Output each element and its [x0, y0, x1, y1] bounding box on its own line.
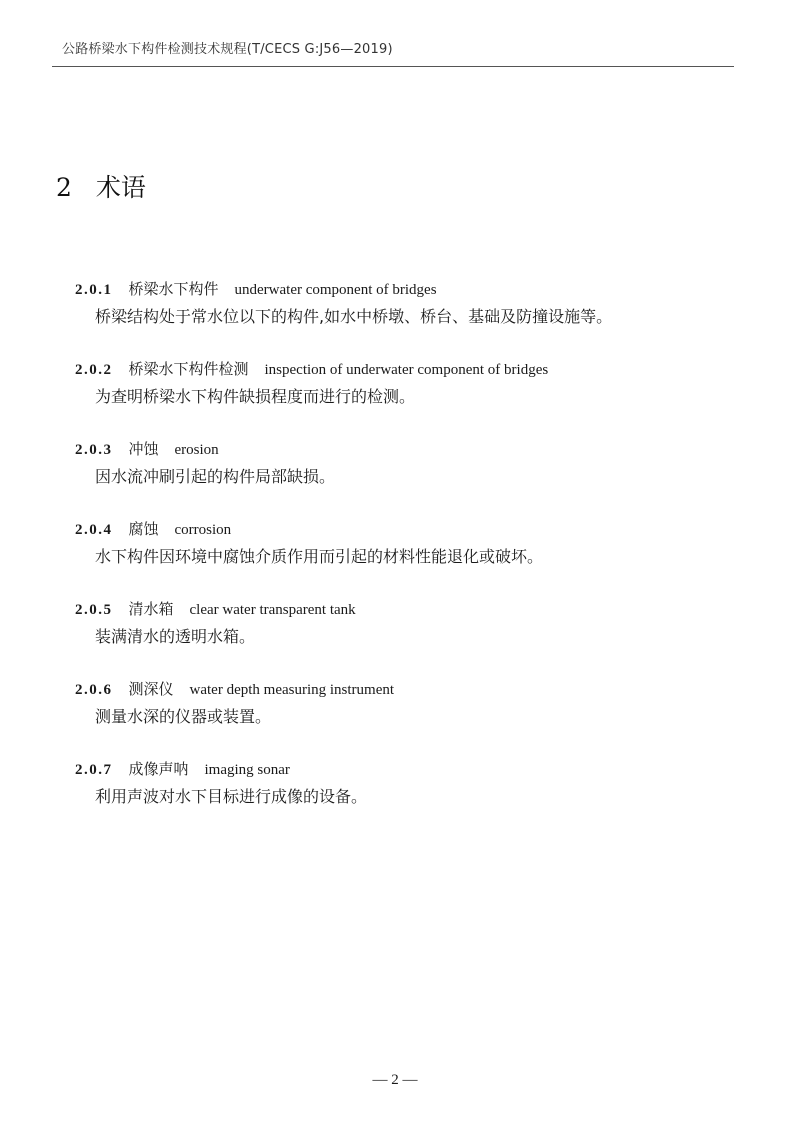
term-number: 2.0.2 — [75, 362, 113, 378]
term-definition: 利用声波对水下目标进行成像的设备。 — [95, 787, 368, 806]
term-definition: 为查明桥梁水下构件缺损程度而进行的检测。 — [95, 387, 416, 406]
page-number: — 2 — — [372, 1072, 418, 1088]
term-entry — [75, 596, 735, 676]
term-chinese: 成像声呐 — [128, 760, 189, 778]
term-heading — [75, 676, 735, 703]
term-definition: 水下构件因环境中腐蚀介质作用而引起的材料性能退化或破坏。 — [95, 547, 544, 566]
term-english: inspection of underwater component of bridges — [264, 362, 549, 378]
term-number: 2.0.6 — [75, 682, 113, 698]
term-chinese: 冲蚀 — [128, 440, 159, 458]
term-heading — [75, 516, 735, 543]
chapter-number: 2 — [56, 173, 72, 202]
term-heading — [75, 756, 735, 783]
chapter-title — [56, 168, 146, 204]
term-definition: 测量水深的仪器或装置。 — [95, 707, 272, 726]
terms-list — [75, 276, 735, 836]
term-entry — [75, 356, 735, 436]
term-english: underwater component of bridges — [234, 282, 437, 298]
term-heading — [75, 596, 735, 623]
term-number: 2.0.5 — [75, 602, 113, 618]
term-heading — [75, 276, 735, 303]
term-english: erosion — [174, 442, 219, 458]
running-header: 公路桥梁水下构件检测技术规程(T/CECS G:J56—2019) — [62, 42, 393, 57]
term-entry — [75, 676, 735, 756]
term-chinese: 腐蚀 — [128, 520, 159, 538]
term-chinese: 桥梁水下构件检测 — [128, 360, 249, 378]
term-definition: 因水流冲刷引起的构件局部缺损。 — [95, 467, 336, 486]
term-entry — [75, 516, 735, 596]
chapter-title-text: 术语 — [95, 173, 146, 202]
term-number: 2.0.3 — [75, 442, 113, 458]
term-english: water depth measuring instrument — [189, 682, 395, 698]
term-number: 2.0.1 — [75, 282, 113, 298]
term-definition: 装满清水的透明水箱。 — [95, 627, 256, 646]
term-heading — [75, 356, 735, 383]
term-entry — [75, 436, 735, 516]
term-entry — [75, 276, 735, 356]
term-number: 2.0.4 — [75, 522, 113, 538]
term-number: 2.0.7 — [75, 762, 113, 778]
term-chinese: 测深仪 — [128, 680, 174, 698]
header-rule — [52, 66, 734, 67]
term-heading — [75, 436, 735, 463]
term-definition: 桥梁结构处于常水位以下的构件,如水中桥墩、桥台、基础及防撞设施等。 — [95, 307, 613, 326]
term-entry — [75, 756, 735, 836]
term-english: clear water transparent tank — [189, 602, 356, 618]
term-chinese: 清水箱 — [128, 600, 174, 618]
term-english: corrosion — [174, 522, 232, 538]
term-english: imaging sonar — [204, 762, 290, 778]
term-chinese: 桥梁水下构件 — [128, 280, 219, 298]
